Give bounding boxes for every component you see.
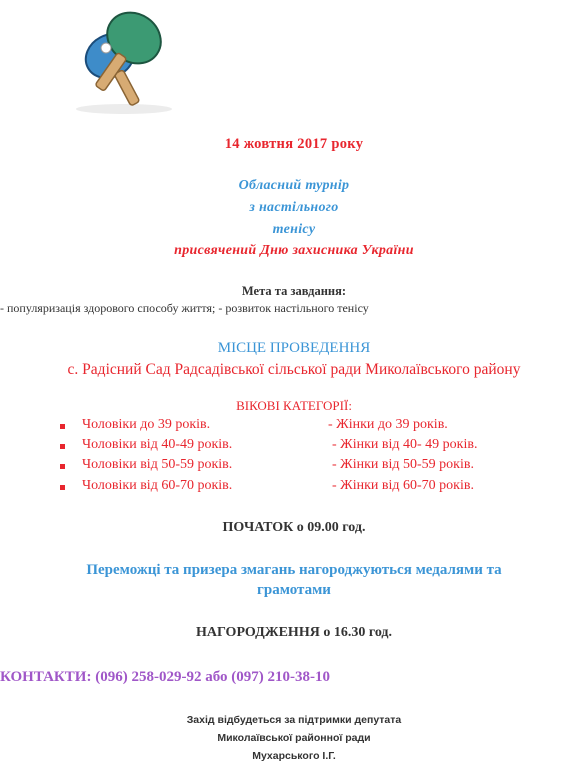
winners-line-1: Переможці та призера змагань нагороджуються медалями та <box>86 562 502 578</box>
category-women: - Жінки до 39 років. <box>328 417 448 432</box>
title-line-3: тенісу <box>272 222 316 237</box>
category-men: Чоловіки від 60-70 років. <box>82 478 233 493</box>
bullet-icon <box>60 424 65 429</box>
sponsor-line-2: Миколаївської районної ради <box>217 732 371 744</box>
category-men: Чоловіки від 50-59 років. <box>82 457 233 472</box>
ping-pong-paddles-icon <box>64 4 184 116</box>
title-line-2: з настільного <box>249 200 339 215</box>
bullet-icon <box>60 464 65 469</box>
category-women: - Жінки від 50-59 років. <box>332 457 474 472</box>
category-women: - Жінки від 60-70 років. <box>332 478 474 493</box>
title-line-4: присвячений Дню захисника України <box>174 243 414 258</box>
category-men: Чоловіки до 39 років. <box>82 417 211 432</box>
categories-heading: ВІКОВІ КАТЕГОРІЇ: <box>236 398 352 413</box>
goals-heading: Мета та завдання: <box>241 284 347 298</box>
sponsor-line-1: Захід відбудеться за підтримки депутата <box>186 714 402 726</box>
category-women: - Жінки від 40- 49 років. <box>332 437 478 452</box>
goals-text: - популяризація здорового способу життя; - розвиток настільного тенісу <box>0 301 369 315</box>
sponsor-line-3: Мухарського І.Г. <box>252 750 336 762</box>
bullet-icon <box>60 444 65 449</box>
start-time: ПОЧАТОК о 09.00 год. <box>222 520 366 535</box>
event-date: 14 жовтня 2017 року <box>224 136 364 152</box>
bullet-icon <box>60 485 65 490</box>
award-time: НАГОРОДЖЕННЯ о 16.30 год. <box>196 625 392 640</box>
venue-heading: МІСЦЕ ПРОВЕДЕННЯ <box>217 340 371 356</box>
winners-line-2: грамотами <box>257 582 331 598</box>
venue-text: с. Радісний Сад Радсадівської сільської ради Миколаївського району <box>67 361 521 378</box>
contacts: КОНТАКТИ: (096) 258-029-92 або (097) 210-38-10 <box>0 669 330 685</box>
title-line-1: Обласний турнір <box>238 178 350 193</box>
category-men: Чоловіки від 40-49 років. <box>82 437 233 452</box>
